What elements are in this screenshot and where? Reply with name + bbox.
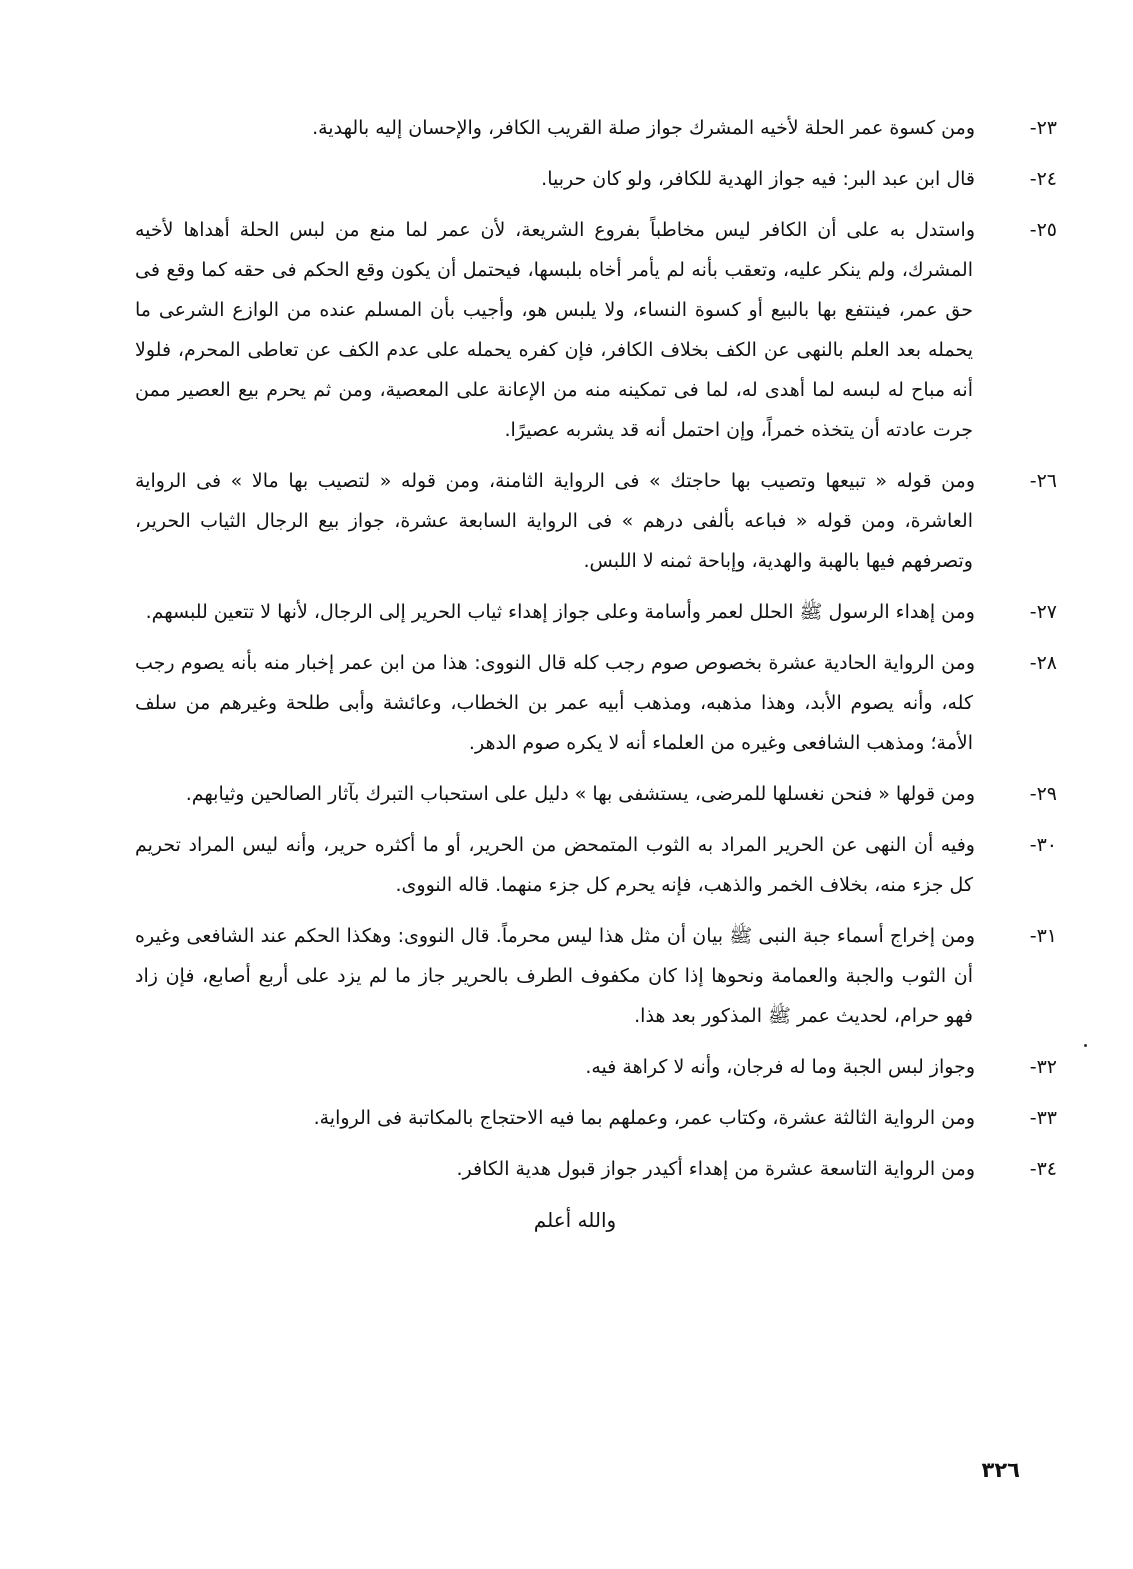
list-item (135, 592, 1057, 632)
item-text: وفيه أن النهى عن الحرير المراد به الثوب المتمحض من الحرير، أو ما أكثره حرير، وأنه ليس المراد تحريم كل جزء منه، بخلاف الخمر والذهب، فإنه يحرم كل جزء منهما. قاله النووى. (135, 834, 975, 896)
item-text: ومن قولها « فنحن نغسلها للمرضى، يستشفى بها » دليل على استحباب التبرك بآثار الصالحين وثيابهم. (185, 783, 975, 805)
item-text: قال ابن عبد البر: فيه جواز الهدية للكافر، ولو كان حربيا. (541, 168, 975, 190)
margin-mark (1084, 1044, 1087, 1047)
list-item (135, 159, 1057, 199)
list-item (135, 643, 1057, 763)
item-number: ٣٤- (1029, 1158, 1057, 1180)
item-text: ومن قوله « تبيعها وتصيب بها حاجتك » فى الرواية الثامنة، ومن قوله « لتصيب بها مالا » فى الرواية العاشرة، ومن قوله « فباعه بألفى درهم » فى الرواية السابعة عشرة، جواز بيع الرجال الثياب الحرير، وتصرفهم فيها بالهبة والهدية، وإباحة ثمنه لا اللبس. (135, 470, 975, 572)
item-number: ٢٧- (1029, 601, 1057, 623)
list-item (135, 916, 1057, 1036)
list-item (135, 461, 1057, 581)
item-number: ٢٨- (1029, 652, 1057, 674)
item-text: واستدل به على أن الكافر ليس مخاطباً بفروع الشريعة، لأن عمر لما منع من لبس الحلة أهداها لأخيه المشرك، ولم ينكر عليه، وتعقب بأنه لم يأمر أخاه بلبسها، فيحتمل أن يكون وقع الحكم فى حقه كما وقع فى حق عمر، فينتفع بها بالبيع أو كسوة النساء، ولا يلبس هو، وأجيب بأن المسلم عنده من الوازع الشرعى ما يحمله بعد العلم بالنهى عن الكف بخلاف الكافر، فإن كفره يحمله على عدم الكف عن تعاطى المحرم، فلولا أنه مباح له لبسه لما أهدى له، لما فى تمكينه منه من الإعانة على المعصية، ومن ثم يحرم بيع العصير ممن جرت عادته أن يتخذه خمراً، وإن احتمل أنه قد يشربه عصيرًا. (135, 219, 975, 441)
item-text: ومن كسوة عمر الحلة لأخيه المشرك جواز صلة القريب الكافر، والإحسان إليه بالهدية. (312, 117, 975, 139)
item-text: ومن إهداء الرسول ﷺ الحلل لعمر وأسامة وعلى جواز إهداء ثياب الحرير إلى الرجال، لأنها لا تتعين للبسهم. (145, 601, 975, 623)
item-number: ٢٤- (1029, 168, 1057, 190)
document-body (135, 108, 1057, 1260)
item-number: ٢٣- (1029, 117, 1057, 139)
item-text: ومن الرواية الحادية عشرة بخصوص صوم رجب كله قال النووى: هذا من ابن عمر إخبار منه بأنه يصوم رجب كله، وأنه يصوم الأبد، وهذا مذهبه، ومذهب أبيه عمر بن الخطاب، وعائشة وأبى طلحة وغيرهم من سلف الأمة؛ ومذهب الشافعى وغيره من العلماء أنه لا يكره صوم الدهر. (135, 652, 975, 754)
closing-phrase: والله أعلم (533, 1208, 617, 1232)
list-item (135, 1149, 1057, 1189)
item-text: ومن الرواية الثالثة عشرة، وكتاب عمر، وعملهم بما فيه الاحتجاج بالمكاتبة فى الرواية. (313, 1107, 975, 1129)
item-text: وجواز لبس الجبة وما له فرجان، وأنه لا كراهة فيه. (585, 1056, 975, 1078)
item-number: ٣١- (1029, 925, 1057, 947)
item-number: ٣٠- (1029, 834, 1057, 856)
list-item (135, 774, 1057, 814)
page-number: ٣٢٦ (981, 1458, 1020, 1482)
list-item (135, 825, 1057, 905)
list-item (135, 108, 1057, 148)
item-number: ٣٢- (1029, 1056, 1057, 1078)
list-item (135, 1098, 1057, 1138)
list-item (135, 210, 1057, 450)
item-number: ٣٣- (1029, 1107, 1057, 1129)
item-number: ٢٩- (1029, 783, 1057, 805)
item-number: ٢٥- (1029, 219, 1057, 241)
item-text: ومن الرواية التاسعة عشرة من إهداء أكيدر جواز قبول هدية الكافر. (456, 1158, 975, 1180)
list-item (135, 1047, 1057, 1087)
item-number: ٢٦- (1029, 470, 1057, 492)
item-text: ومن إخراج أسماء جبة النبى ﷺ بيان أن مثل هذا ليس محرماً. قال النووى: وهكذا الحكم عند الشافعى وغيره أن الثوب والجبة والعمامة ونحوها إذا كان مكفوف الطرف بالحرير جاز ما لم يزد على أربع أصابع، فإن زاد فهو حرام، لحديث عمر ﷺ المذكور بعد هذا. (135, 925, 975, 1027)
